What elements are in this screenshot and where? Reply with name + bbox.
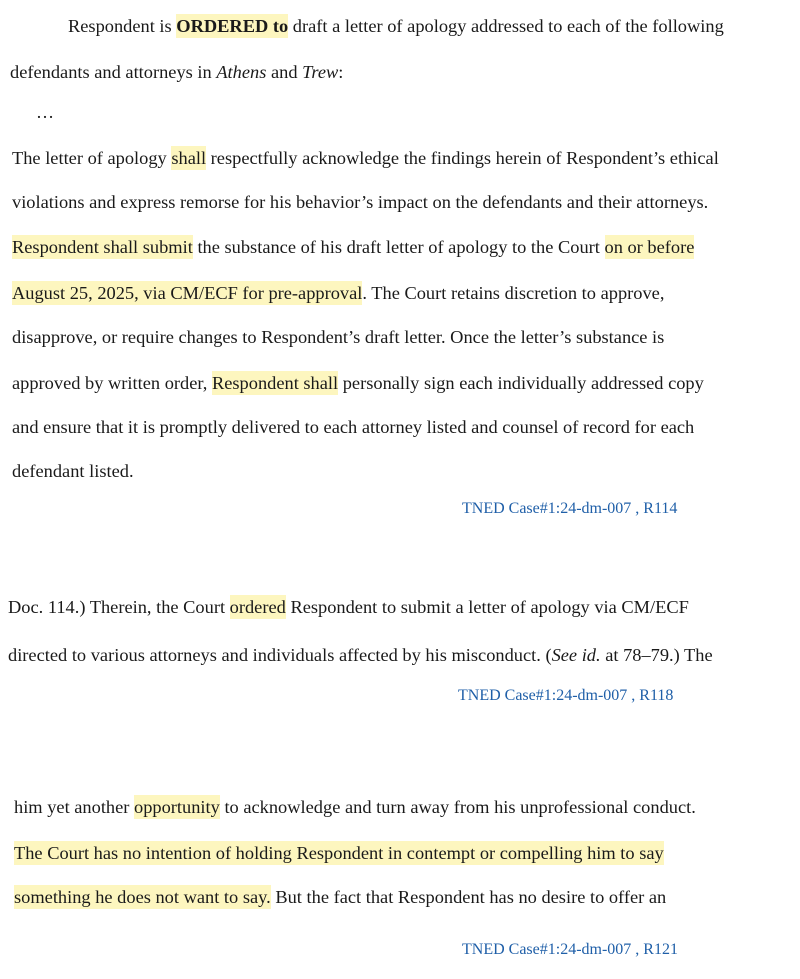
text-line: Respondent is ORDERED to draft a letter of apology addressed to each of the following	[68, 16, 724, 36]
citation-r121: TNED Case#1:24-dm-007 , R121	[462, 941, 678, 958]
text-line: directed to various attorneys and individuals affected by his misconduct. (See id. at 78–79.) The	[8, 645, 713, 665]
text-line: August 25, 2025, via CM/ECF for pre-approval. The Court retains discretion to approve,	[12, 283, 665, 303]
highlight-shall: shall	[171, 148, 207, 168]
highlight-ordered-lower: ordered	[229, 597, 286, 617]
text-line: violations and express remorse for his behavior’s impact on the defendants and their attorneys.	[12, 192, 709, 212]
text-line: Doc. 114.) Therein, the Court ordered Respondent to submit a letter of apology via CM/ECF	[8, 597, 689, 617]
text-line: Respondent shall submit the substance of his draft letter of apology to the Court on or before	[12, 237, 695, 257]
text-line: approved by written order, Respondent shall personally sign each individually addressed copy	[12, 373, 704, 393]
highlight-deadline: August 25, 2025, via CM/ECF for pre-approval	[12, 283, 363, 303]
text-line: something he does not want to say. But the fact that Respondent has no desire to offer an	[14, 887, 667, 907]
citation-r114: TNED Case#1:24-dm-007 , R114	[462, 500, 678, 517]
citation-r118: TNED Case#1:24-dm-007 , R118	[458, 687, 674, 704]
text-line: and ensure that it is promptly delivered to each attorney listed and counsel of record for each	[12, 417, 695, 437]
text-line: defendant listed.	[12, 461, 134, 481]
text-line: defendants and attorneys in Athens and Trew:	[10, 62, 344, 82]
highlight-no-intention: The Court has no intention of holding Respondent in contempt or compelling him to say	[14, 843, 664, 863]
text-line: disapprove, or require changes to Respondent’s draft letter. Once the letter’s substance is	[12, 327, 665, 347]
highlight-on-or-before: on or before	[604, 237, 695, 257]
text-line	[14, 841, 664, 865]
text-line: The letter of apology shall respectfully acknowledge the findings herein of Respondent’s ethical	[12, 148, 719, 168]
text-line: him yet another opportunity to acknowledge and turn away from his unprofessional conduct.	[14, 797, 696, 817]
ellipsis: …	[36, 102, 56, 122]
highlight-something-he-does-not: something he does not want to say.	[14, 887, 271, 907]
highlight-respondent-shall-submit: Respondent shall submit	[12, 237, 193, 257]
highlight-ordered: ORDERED to	[176, 16, 289, 36]
highlight-opportunity: opportunity	[134, 797, 220, 817]
highlight-respondent-shall: Respondent shall	[211, 373, 339, 393]
